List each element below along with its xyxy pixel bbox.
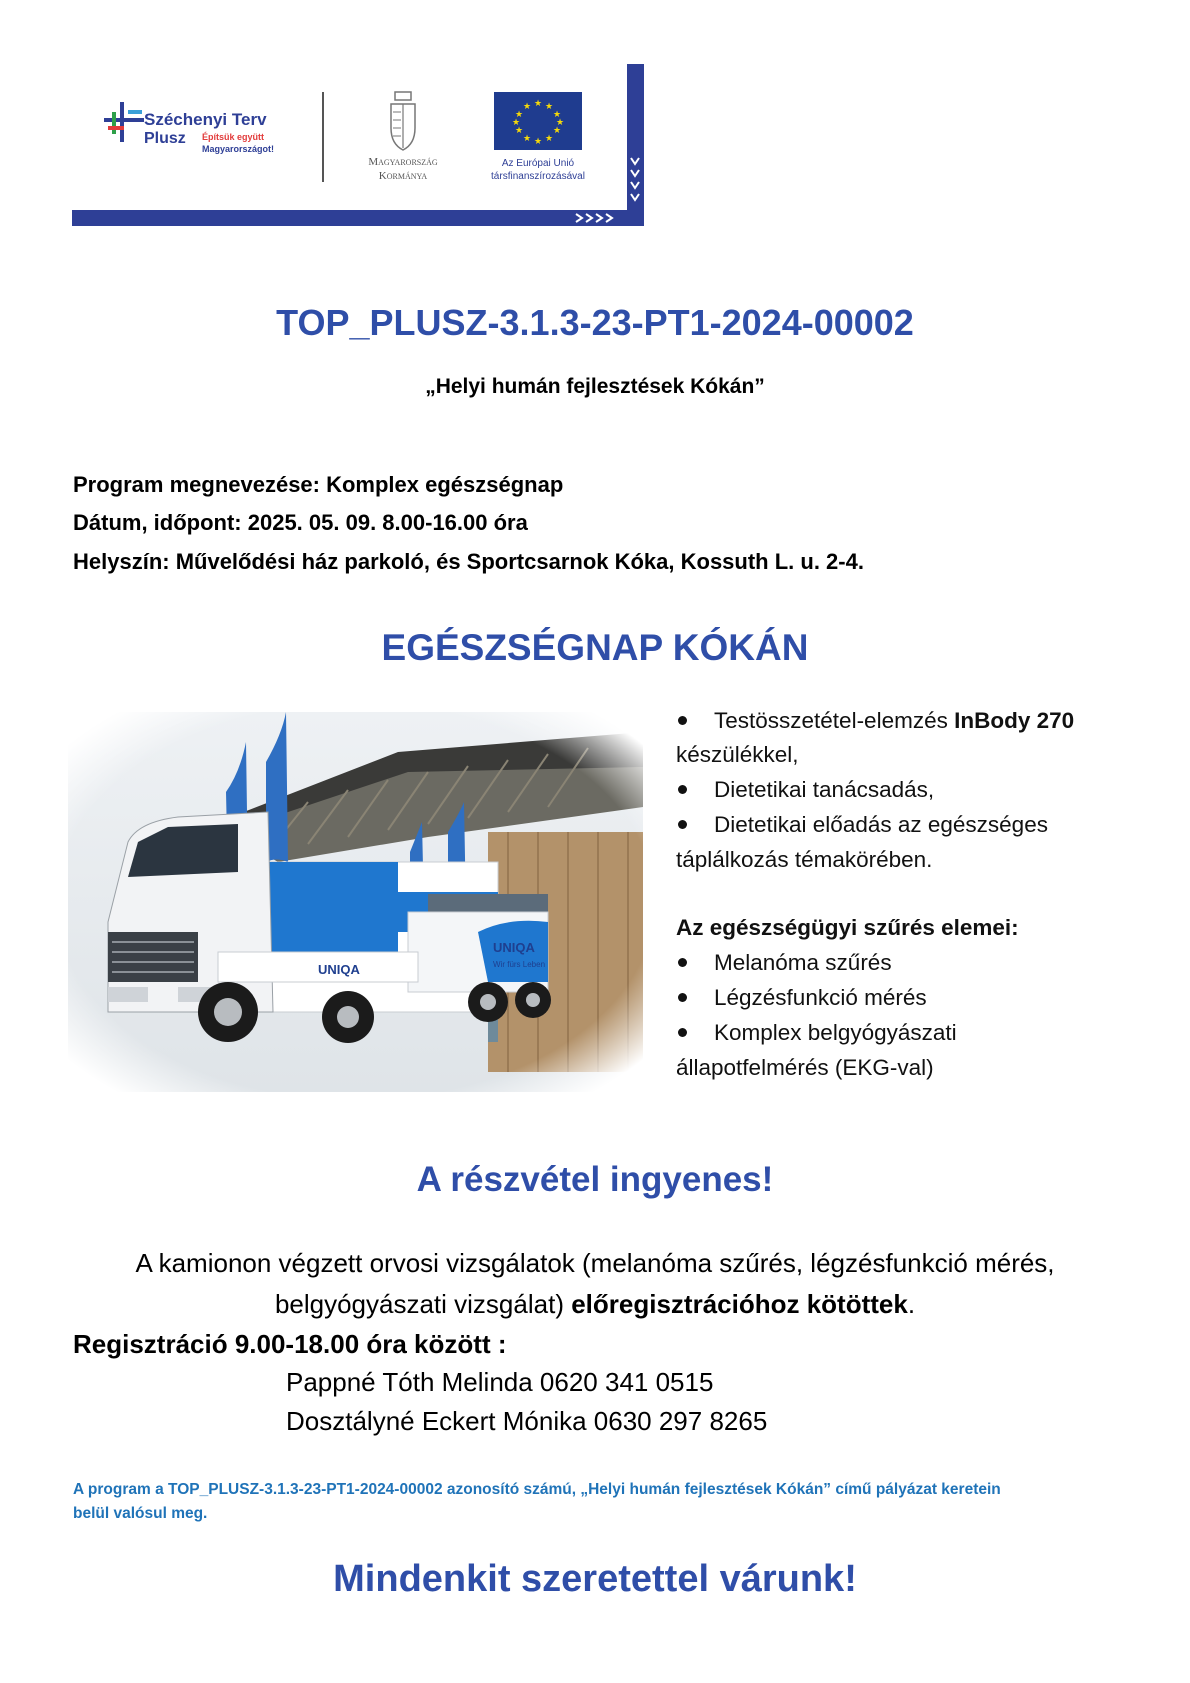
svg-text:★: ★ <box>533 99 543 109</box>
service-item-diet-advice: Dietetikai tanácsadás, <box>678 777 934 803</box>
free-participation: A részvétel ingyenes! <box>416 1160 774 1199</box>
bullet-icon <box>678 993 687 1002</box>
service-item-inbody-cont: készülékkel, <box>676 742 799 767</box>
logo-divider <box>322 92 324 182</box>
program-name: Program megnevezése: Komplex egészségnap <box>73 472 564 497</box>
svg-text:★: ★ <box>552 110 562 120</box>
program-location: Helyszín: Művelődési ház parkoló, és Sportcsarnok Kóka, Kossuth L. u. 2-4. <box>73 549 864 574</box>
screening-item-internal-cont: állapotfelmérés (EKG-val) <box>676 1055 934 1080</box>
notice-line-2: belgyógyászati vizsgálat) előregisztrációhoz kötöttek. <box>274 1289 916 1319</box>
svg-text:★: ★ <box>544 134 554 144</box>
svg-text:★: ★ <box>522 134 532 144</box>
svg-text:★: ★ <box>533 137 543 147</box>
closing-message: Mindenkit szeretettel várunk! <box>333 1558 857 1600</box>
svg-text:★: ★ <box>522 102 532 112</box>
szechenyi-plus: Plusz <box>144 130 186 147</box>
bullet-icon <box>678 785 687 794</box>
szechenyi-tagline-1: Építsük együtt <box>202 132 265 142</box>
szechenyi-cross-icon <box>102 100 146 144</box>
project-subtitle: „Helyi humán fejlesztések Kókán” <box>425 375 765 398</box>
event-heading: EGÉSZSÉGNAP KÓKÁN <box>381 627 809 668</box>
header-banner <box>72 64 644 226</box>
bullet-icon <box>678 1028 687 1037</box>
screening-title: Az egészségügyi szűrés elemei: <box>676 915 1019 940</box>
svg-text:★: ★ <box>514 110 524 120</box>
banner-bottom-bar <box>72 210 644 226</box>
bullet-icon <box>678 716 687 725</box>
eu-stars-icon <box>494 92 582 150</box>
program-date: Dátum, időpont: 2025. 05. 09. 8.00-16.00 óra <box>73 510 528 535</box>
gov-line-2: Kormánya <box>378 170 428 182</box>
coat-of-arms-icon <box>385 90 421 152</box>
notice-line-1: A kamionon végzett orvosi vizsgálatok (melanóma szűrés, légzésfunkció mérés, <box>135 1248 1055 1278</box>
bullet-icon <box>678 820 687 829</box>
footnote-line-2: belül valósul meg. <box>73 1505 208 1522</box>
gov-line-1: Magyarország <box>368 156 438 168</box>
bullet-icon <box>678 958 687 967</box>
service-item-diet-lecture-cont: táplálkozás témakörében. <box>676 847 933 872</box>
eu-line-1: Az Európai Unió <box>501 158 575 169</box>
registration-title: Regisztráció 9.00-18.00 óra között : <box>73 1329 507 1359</box>
health-truck-photo <box>68 712 643 1092</box>
service-item-diet-lecture: Dietetikai előadás az egészséges <box>678 812 1048 838</box>
szechenyi-title: Széchenyi Terv <box>144 110 267 129</box>
svg-text:★: ★ <box>544 102 554 112</box>
chevron-arrows-icon <box>572 212 622 224</box>
project-code: TOP_PLUSZ-3.1.3-23-PT1-2024-00002 <box>276 302 914 343</box>
svg-text:★: ★ <box>511 118 521 128</box>
szechenyi-tagline-2: Magyarországot! <box>202 144 275 154</box>
screening-item-melanoma: Melanóma szűrés <box>678 950 892 976</box>
svg-text:★: ★ <box>555 118 565 128</box>
eu-flag <box>494 92 582 150</box>
chevron-down-arrows-icon <box>629 154 641 204</box>
screening-item-internal: Komplex belgyógyászati <box>678 1020 957 1046</box>
contact-2: Dosztályné Eckert Mónika 0630 297 8265 <box>286 1406 768 1436</box>
svg-text:★: ★ <box>514 126 524 136</box>
eu-line-2: társfinanszírozásával <box>491 171 585 182</box>
screening-item-breathing: Légzésfunkció mérés <box>678 985 927 1011</box>
footnote-line-1: A program a TOP_PLUSZ-3.1.3-23-PT1-2024-00002 azonosító számú, „Helyi humán fejlesztések Kókán” című pályázat keretein <box>73 1481 1001 1498</box>
contact-1: Pappné Tóth Melinda 0620 341 0515 <box>286 1367 714 1397</box>
service-item-inbody: Testösszetétel-elemzés InBody 270 <box>678 708 1074 734</box>
svg-text:★: ★ <box>552 126 562 136</box>
